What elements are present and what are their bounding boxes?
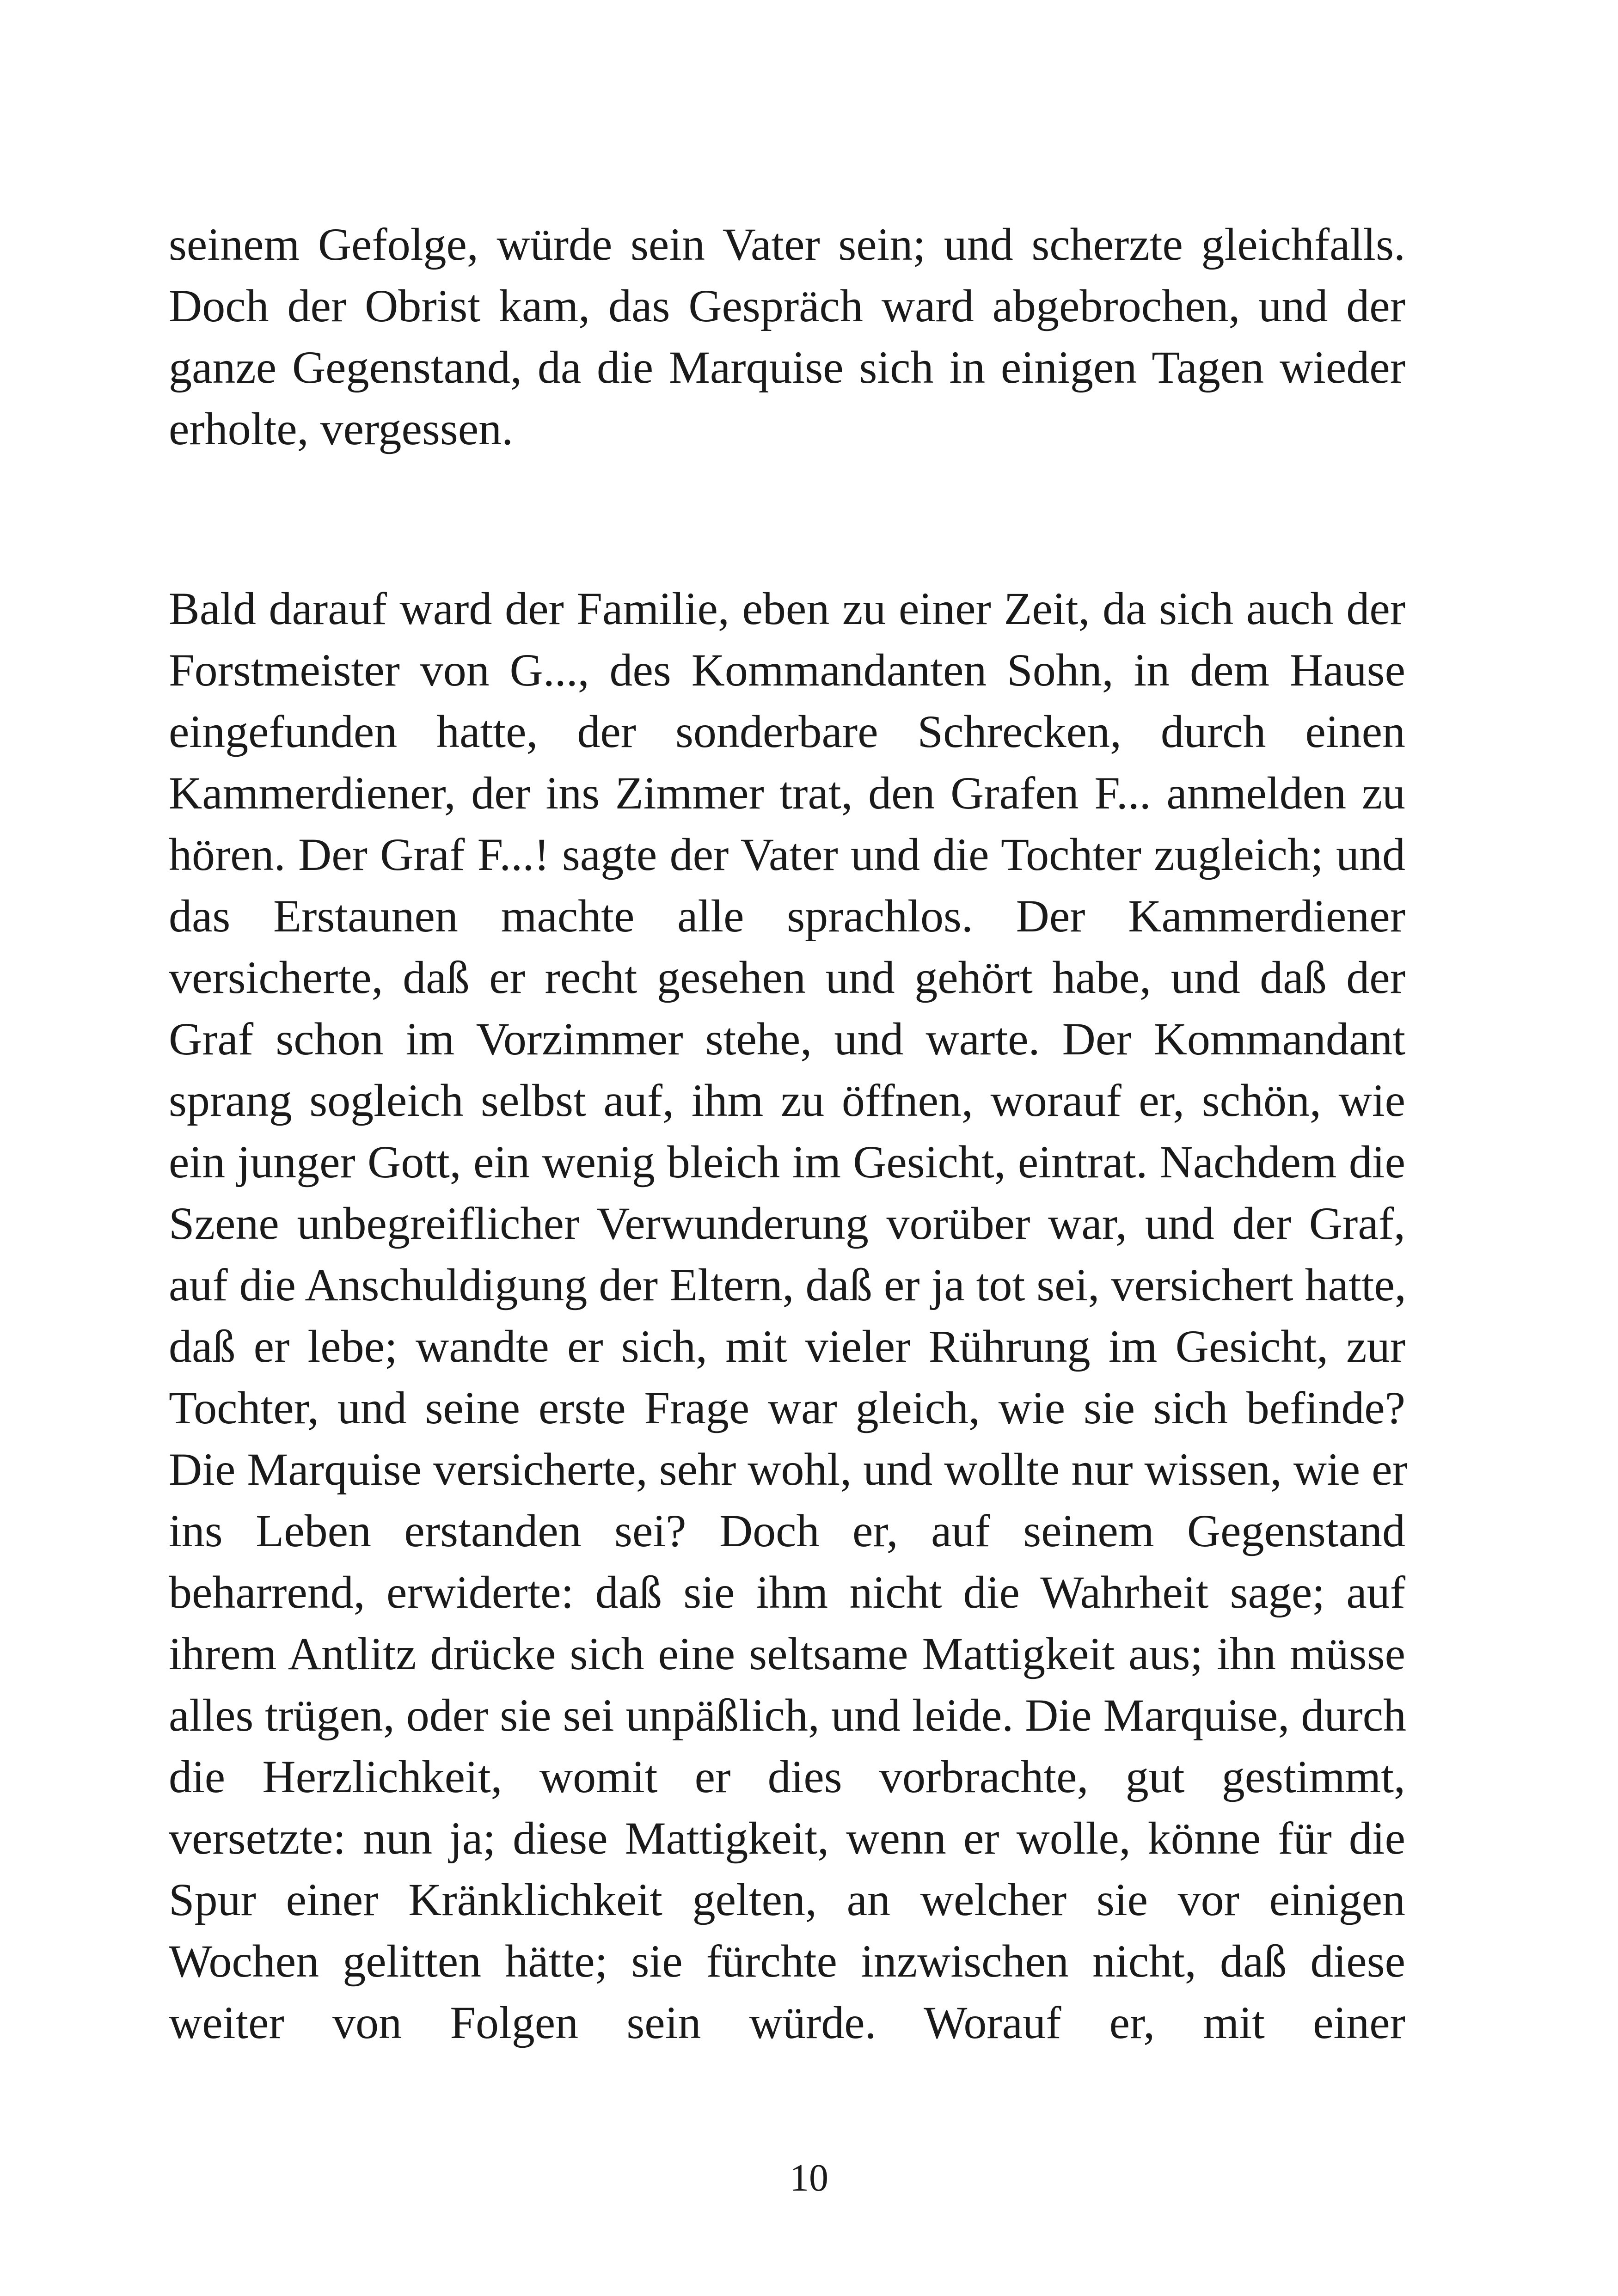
text-line: beharrend, erwiderte: daß sie ihm nicht die Wahrheit sage; auf xyxy=(169,1567,1405,1618)
text-line: seinem Gefolge, würde sein Vater sein; und scherzte gleichfalls. xyxy=(169,219,1405,270)
text-line: die Herzlichkeit, womit er dies vorbrachte, gut gestimmt, xyxy=(169,1751,1405,1802)
text-line: ganze Gegenstand, da die Marquise sich in einigen Tagen wieder xyxy=(169,342,1405,393)
text-line: Spur einer Kränklichkeit gelten, an welcher sie vor einigen xyxy=(169,1874,1405,1925)
text-line: ins Leben erstanden sei? Doch er, auf seinem Gegenstand xyxy=(169,1505,1405,1556)
paragraph-1 xyxy=(169,214,1405,459)
text-line: Graf schon im Vorzimmer stehe, und warte. Der Kommandant xyxy=(169,1013,1405,1065)
text-line: sprang sogleich selbst auf, ihm zu öffnen, worauf er, schön, wie xyxy=(169,1075,1405,1126)
text-line: Kammerdiener, der ins Zimmer trat, den Grafen F... anmelden zu xyxy=(169,767,1405,819)
text-line: versetzte: nun ja; diese Mattigkeit, wenn er wolle, könne für die xyxy=(169,1812,1405,1864)
page-number: 10 xyxy=(790,2156,828,2199)
text-line: Doch der Obrist kam, das Gespräch ward abgebrochen, und der xyxy=(169,280,1405,331)
text-line: Tochter, und seine erste Frage war gleich, wie sie sich befinde? xyxy=(169,1382,1405,1433)
text-line: weiter von Folgen sein würde. Worauf er, mit einer xyxy=(169,1997,1405,2048)
text-line: erholte, vergessen. xyxy=(169,403,514,454)
paragraph-2 xyxy=(169,578,1408,2053)
text-line: ihrem Antlitz drücke sich eine seltsame Mattigkeit aus; ihn müsse xyxy=(169,1628,1405,1679)
text-line: eingefunden hatte, der sonderbare Schrecken, durch einen xyxy=(169,706,1405,757)
text-line: ein junger Gott, ein wenig bleich im Gesicht, eintrat. Nachdem die xyxy=(169,1136,1405,1188)
text-line: hören. Der Graf F...! sagte der Vater und die Tochter zugleich; und xyxy=(169,829,1405,880)
text-line: auf die Anschuldigung der Eltern, daß er ja tot sei, versichert hatte, xyxy=(169,1259,1406,1310)
text-line: das Erstaunen machte alle sprachlos. Der Kammerdiener xyxy=(169,890,1405,942)
text-line: Wochen gelitten hätte; sie fürchte inzwischen nicht, daß diese xyxy=(169,1935,1405,1987)
text-line: Die Marquise versicherte, sehr wohl, und wollte nur wissen, wie er xyxy=(169,1444,1408,1495)
text-line: Bald darauf ward der Familie, eben zu einer Zeit, da sich auch der xyxy=(169,583,1405,634)
text-line: versicherte, daß er recht gesehen und gehört habe, und daß der xyxy=(169,952,1405,1003)
text-line: daß er lebe; wandte er sich, mit vieler Rührung im Gesicht, zur xyxy=(169,1321,1405,1372)
text-line: Forstmeister von G..., des Kommandanten Sohn, in dem Hause xyxy=(169,644,1405,696)
text-line: Szene unbegreiflicher Verwunderung vorüber war, und der Graf, xyxy=(169,1198,1405,1249)
text-line: alles trügen, oder sie sei unpäßlich, und leide. Die Marquise, durch xyxy=(169,1690,1407,1741)
